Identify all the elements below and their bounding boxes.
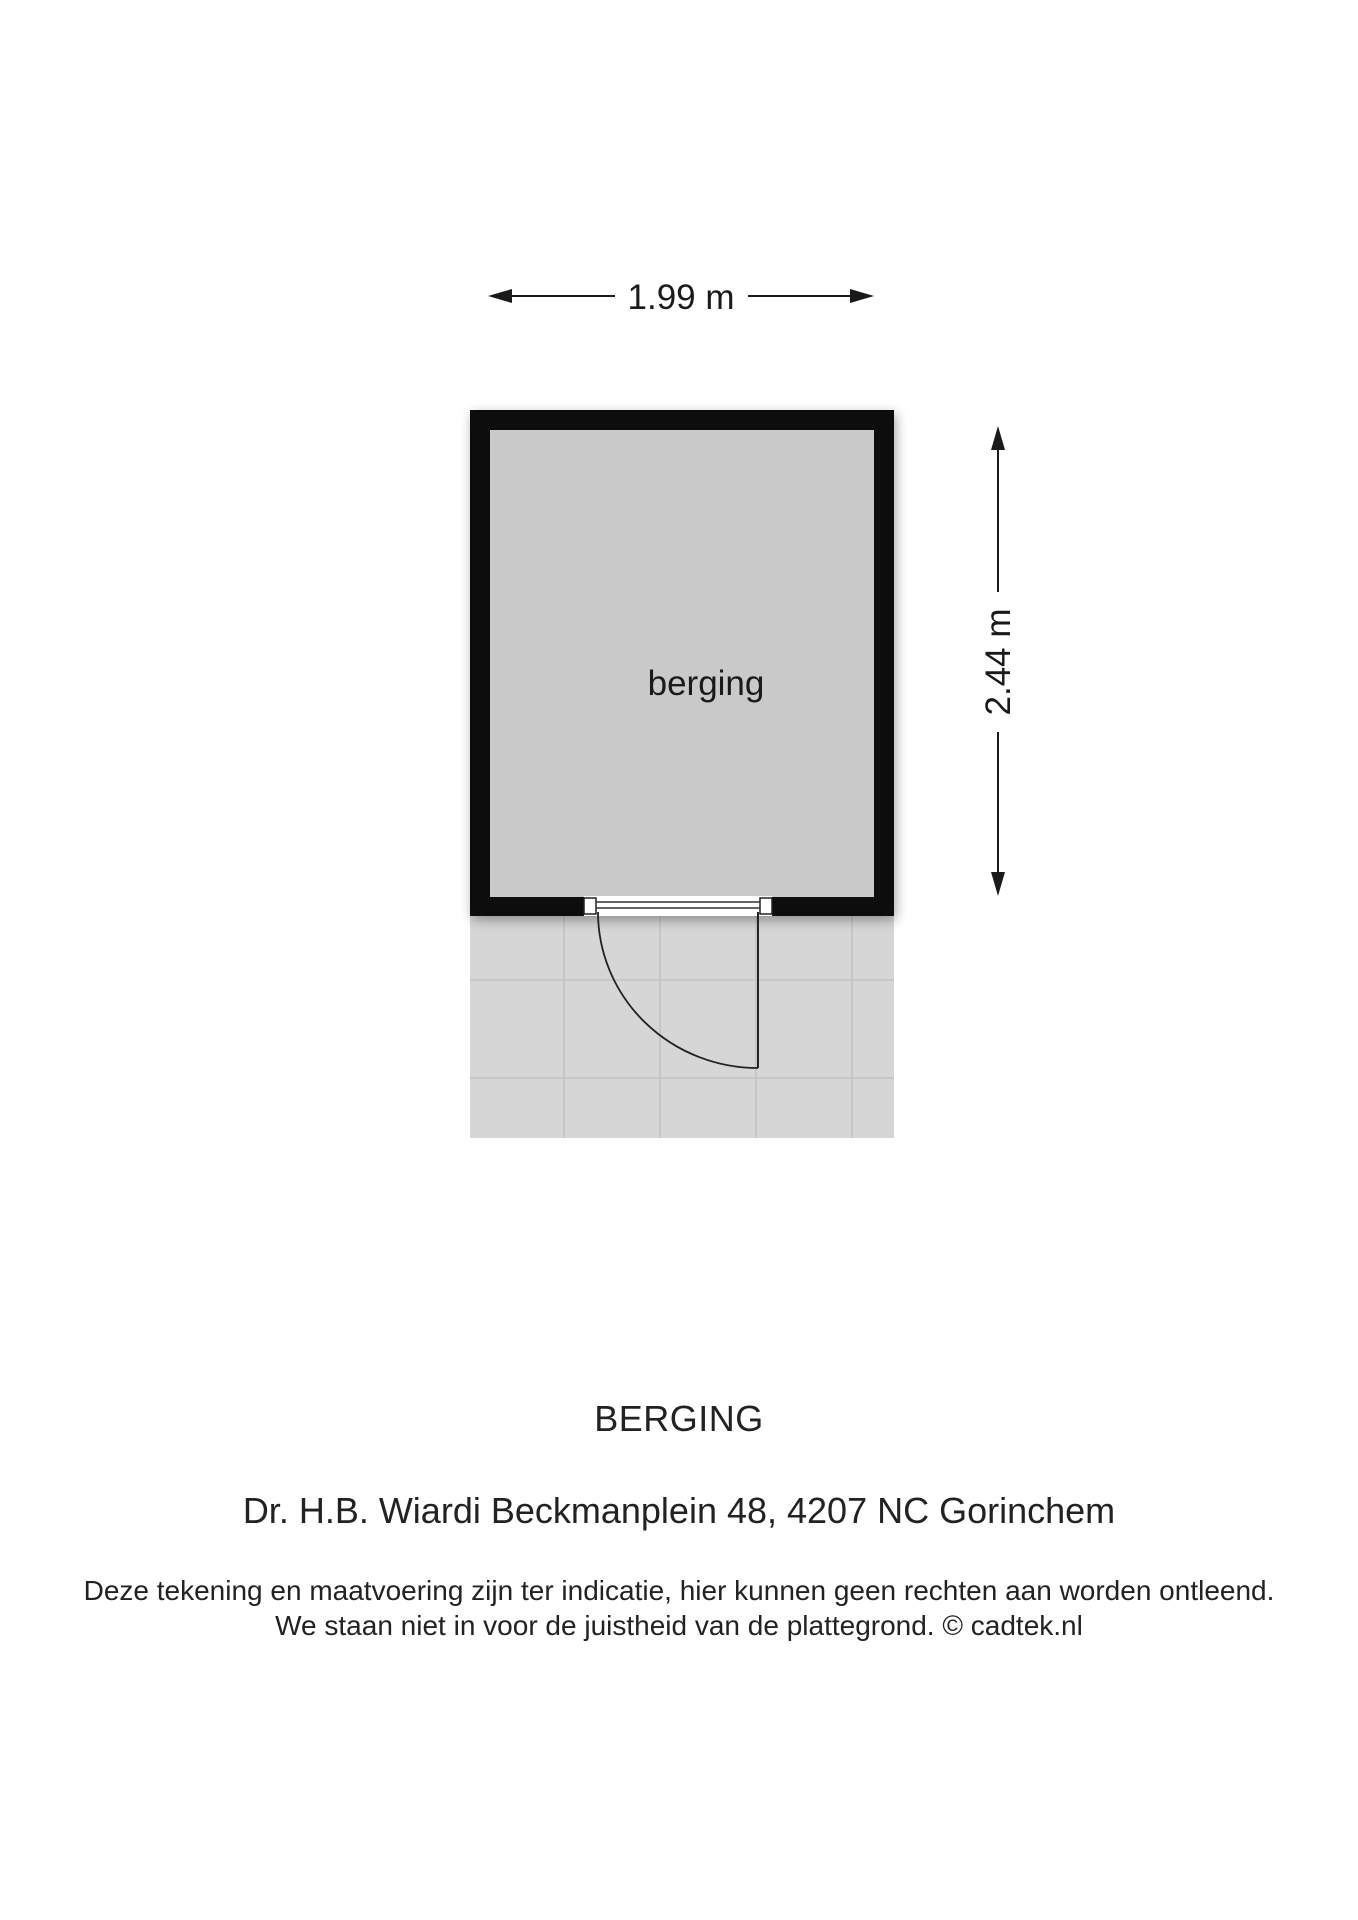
width-arrow-left <box>488 289 512 303</box>
door-opening <box>584 896 772 916</box>
width-dimension <box>488 278 874 317</box>
door-frame-right <box>760 898 772 914</box>
disclaimer-line-1: Deze tekening en maatvoering zijn ter indicatie, hier kunnen geen rechten aan worden ontleend. <box>83 1575 1275 1606</box>
disclaimer-line-2: We staan niet in voor de juistheid van de plattegrond. © cadtek.nl <box>275 1610 1083 1641</box>
depth-arrow-bottom <box>991 872 1005 896</box>
storage-room <box>470 410 894 916</box>
width-arrow-right <box>850 289 874 303</box>
depth-arrow-top <box>991 426 1005 450</box>
width-label: 1.99 m <box>627 278 735 317</box>
depth-label: 2.44 m <box>979 608 1018 716</box>
terrace-paving <box>470 914 894 1138</box>
terrace-area <box>470 914 894 1138</box>
plan-title: BERGING <box>594 1398 764 1439</box>
property-address: Dr. H.B. Wiardi Beckmanplein 48, 4207 NC Gorinchem <box>242 1490 1116 1531</box>
disclaimer <box>0 1573 1358 1643</box>
room-label: berging <box>647 664 765 703</box>
door-frame-left <box>584 898 596 914</box>
depth-dimension <box>979 426 1018 896</box>
